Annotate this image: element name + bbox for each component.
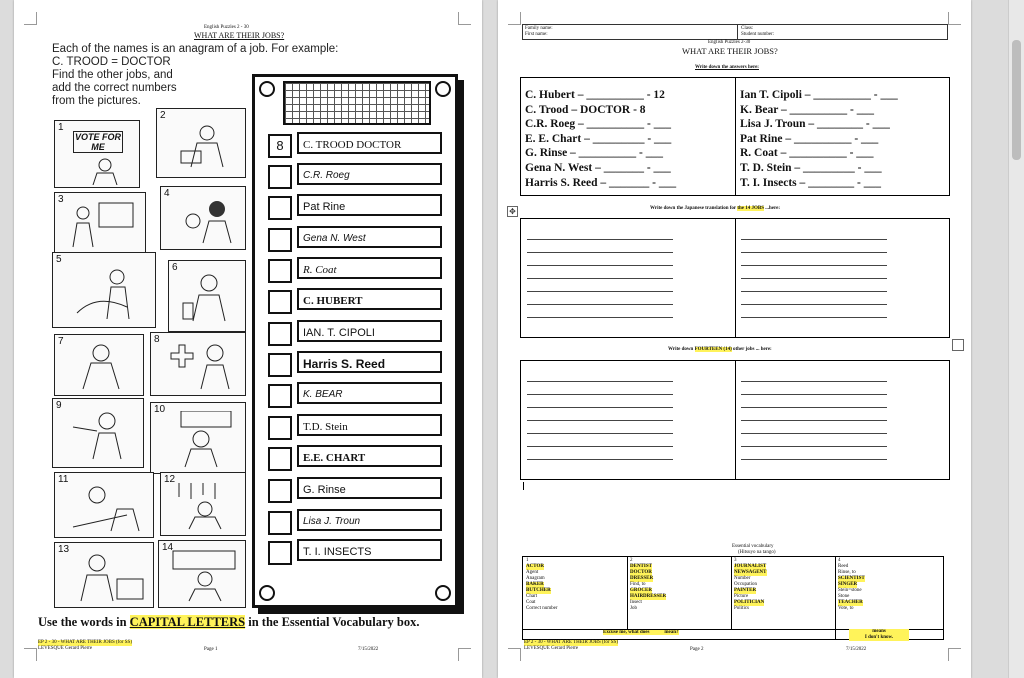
anagram-label: T. I. INSECTS: [297, 539, 442, 561]
other-jobs-instruction: Write down FOURTEEN (14) other jobs ... here:: [668, 347, 772, 352]
answer-line[interactable]: Ian T. Cipoli – __________ - ___: [740, 89, 898, 101]
vocab-word: ACTOR: [526, 564, 544, 569]
number-box[interactable]: [268, 196, 292, 220]
answer-line[interactable]: Gena N. West – _______ - ___: [525, 161, 671, 174]
vertical-scrollbar[interactable]: [1008, 0, 1024, 678]
writing-line[interactable]: [741, 317, 887, 318]
footer-page-number: Page 2: [690, 647, 704, 652]
answer-row: [268, 351, 444, 373]
vocab-column-number: 2: [630, 558, 633, 563]
answer-row: [268, 288, 444, 310]
anagram-label: Harris S. Reed: [297, 351, 442, 373]
writing-line[interactable]: [527, 381, 673, 382]
instruction-line: Each of the names is an anagram of a job. For example:: [52, 43, 339, 55]
vocab-word: BUTCHER: [526, 588, 551, 593]
writing-line[interactable]: [741, 304, 887, 305]
vocab-word: Stein=stone: [838, 588, 862, 593]
number-box[interactable]: [268, 290, 292, 314]
vocab-column: [734, 558, 767, 612]
answers-instruction: Write down the answers here:: [695, 65, 759, 70]
first-name-label: First name:: [525, 32, 548, 37]
number-box[interactable]: [268, 447, 292, 471]
page-header: English Puzzles 2 - 30: [204, 25, 249, 30]
vocab-footer-question: Excuse me, what does mean?: [603, 630, 679, 635]
text-cursor: [523, 482, 524, 490]
newsagent-figure-icon: [169, 547, 239, 603]
corner-mark: [508, 12, 521, 25]
vocab-word: DRESSER: [630, 576, 654, 581]
screw-icon: [259, 81, 275, 97]
scrollbar-thumb[interactable]: [1012, 40, 1021, 160]
painter-figure-icon: [67, 481, 147, 533]
anagram-label: R. Coat: [297, 257, 442, 279]
corner-mark: [458, 648, 471, 661]
writing-line[interactable]: [527, 304, 673, 305]
writing-line[interactable]: [741, 291, 887, 292]
vocab-word: Anagram: [526, 576, 545, 581]
writing-line[interactable]: [527, 239, 673, 240]
writing-line[interactable]: [527, 265, 673, 266]
vocab-word: Chart: [526, 594, 538, 599]
number-box[interactable]: [268, 259, 292, 283]
page-title: WHAT ARE THEIR JOBS?: [194, 31, 285, 40]
vocab-word: Reed: [838, 564, 849, 569]
answer-line[interactable]: K. Bear – __________ - ___: [740, 103, 874, 116]
number-box[interactable]: [268, 384, 292, 408]
vocab-column: [526, 558, 558, 612]
writing-line[interactable]: [741, 278, 887, 279]
instruction-line: from the pictures.: [52, 95, 141, 107]
vocab-footer-right: means I don't know.: [849, 629, 909, 641]
answer-row: [268, 226, 444, 248]
writing-line[interactable]: [741, 446, 887, 447]
answer-row: [268, 445, 444, 467]
picture-11: 11: [54, 472, 154, 538]
instruction-line: add the correct numbers: [52, 82, 177, 94]
vocab-word: Occupation: [734, 582, 758, 587]
politician-figure-icon: [85, 157, 125, 185]
actor-figure-icon: [67, 407, 135, 463]
screw-icon: [435, 81, 451, 97]
footer-page-number: Page 1: [204, 647, 218, 652]
footer-left: EP 2 - 30 - WHAT ARE THEIR JOBS (for SS) LEVESQUE Gerard Pierre: [524, 640, 618, 651]
vocab-word: Politics: [734, 606, 750, 611]
vocab-column: [630, 558, 666, 612]
grid-panel: [283, 81, 431, 125]
vocab-word: BAKER: [526, 582, 544, 587]
answer-row: [268, 194, 444, 216]
writing-line[interactable]: [527, 433, 673, 434]
vocab-word: POLITICIAN: [734, 600, 765, 605]
answers-table: [520, 77, 950, 196]
vocab-word: SCIENTIST: [838, 576, 865, 581]
screw-icon: [435, 585, 451, 601]
number-box[interactable]: [268, 322, 292, 346]
number-box[interactable]: [268, 511, 292, 535]
picture-14: 14: [158, 540, 246, 608]
worksheet-page-1: [14, 0, 482, 678]
answer-line[interactable]: C. Hubert – __________ - 12: [525, 89, 665, 101]
anagram-label: Pat Rine: [297, 194, 442, 216]
answer-line[interactable]: T. I. Insects – ________ - ___: [740, 176, 881, 189]
writing-line[interactable]: [527, 278, 673, 279]
hairdresser-figure-icon: [173, 195, 237, 245]
vocab-word: Coat: [526, 600, 536, 605]
vocab-subtitle: (Hitsuyo na tango): [738, 550, 776, 555]
anagram-label: T.D. Stein: [297, 414, 442, 436]
vocab-title: Essential vocabulary: [732, 544, 774, 549]
writing-line[interactable]: [741, 394, 887, 395]
anagram-label: K. BEAR: [297, 382, 442, 404]
anagram-label: IAN. T. CIPOLI: [297, 320, 442, 342]
writing-line[interactable]: [741, 433, 887, 434]
grocer-figure-icon: [161, 411, 237, 469]
anagram-label: Lisa J. Troun: [297, 509, 442, 531]
japanese-instruction: Write down the Japanese translation for the 14 JOBS ...here:: [650, 206, 781, 211]
number-box[interactable]: [268, 228, 292, 252]
vocab-word: Correct number: [526, 606, 558, 611]
picture-13: 13: [54, 542, 154, 608]
answer-line[interactable]: E. E. Chart – _________ - ___: [525, 132, 672, 145]
picture-9: 9: [52, 398, 144, 468]
vocab-word: Insect: [630, 600, 642, 605]
number-box[interactable]: 8: [268, 134, 292, 158]
vocab-column-number: 1: [526, 558, 529, 563]
answer-row: [268, 539, 444, 561]
picture-12: 12: [160, 472, 246, 536]
answer-row: [268, 477, 444, 499]
number-box[interactable]: [268, 165, 292, 189]
number-box[interactable]: [268, 541, 292, 565]
answer-line[interactable]: R. Coat – __________ - ___: [740, 147, 874, 160]
japanese-translation-table: [520, 218, 950, 338]
vocab-word: Number: [734, 576, 751, 581]
answer-row: [268, 320, 444, 342]
corner-mark: [458, 12, 471, 25]
class-label: Class:: [741, 26, 754, 31]
number-box[interactable]: [268, 353, 292, 377]
highlighted-text: CAPITAL LETTERS: [129, 615, 246, 629]
answers-right-column: [740, 88, 898, 190]
corner-mark: [24, 12, 37, 25]
page-header: English Puzzles 2-30: [708, 40, 751, 45]
number-box[interactable]: [268, 479, 292, 503]
anagram-label: G. Rinse: [297, 477, 442, 499]
writing-line[interactable]: [741, 265, 887, 266]
vocab-word: Stone: [838, 594, 850, 599]
answer-line[interactable]: Harris S. Reed – _______ - ___: [525, 176, 677, 189]
answer-line[interactable]: C.R. Roeg – __________ - ___: [525, 118, 671, 131]
vocab-word: SINGER: [838, 582, 858, 587]
butcher-figure-icon: [171, 479, 237, 531]
answer-line[interactable]: T. D. Stein – _________ - ___: [740, 161, 882, 174]
answer-row: [268, 382, 444, 404]
vocab-word: PAINTER: [734, 588, 757, 593]
footer-left: EP 2 - 30 - WHAT ARE THEIR JOBS (for SS) LEVESQUE Gerard Pierre: [38, 640, 132, 651]
scientist-figure-icon: [179, 269, 239, 325]
writing-line[interactable]: [527, 291, 673, 292]
anagram-label: E.E. CHART: [297, 445, 442, 467]
answer-line[interactable]: C. Trood – DOCTOR - 8: [525, 103, 646, 116]
resize-handle[interactable]: [952, 339, 964, 351]
vocab-word: HAIRDRESSER: [630, 594, 667, 599]
vocab-word: Rinse, to: [838, 570, 856, 575]
worksheet-page-2: [498, 0, 971, 678]
student-info-box: [522, 24, 948, 40]
vocab-word: NEWSAGENT: [734, 570, 767, 575]
teacher-figure-icon: [67, 199, 137, 249]
footer-date: 7/15/2022: [358, 647, 379, 652]
singer-figure-icon: [71, 341, 135, 391]
vocab-word: Vote, to: [838, 606, 854, 611]
table-move-handle-icon[interactable]: ✥: [507, 206, 518, 217]
picture-6: 6: [168, 260, 246, 332]
writing-line[interactable]: [741, 381, 887, 382]
anagram-label: C. HUBERT: [297, 288, 442, 310]
capital-letters-instruction: Use the words in CAPITAL LETTERS in the Essential Vocabulary box.: [38, 615, 420, 629]
vocab-column-number: 4: [838, 558, 841, 563]
page-title: WHAT ARE THEIR JOBS?: [682, 46, 778, 56]
answer-line[interactable]: G. Rinse – __________ - ___: [525, 147, 663, 160]
corner-mark: [508, 648, 521, 661]
student-number-label: Student number:: [741, 32, 775, 37]
writing-line[interactable]: [527, 252, 673, 253]
writing-line[interactable]: [741, 459, 887, 460]
answer-line[interactable]: Lisa J. Troun – ________ - ___: [740, 118, 890, 131]
anagram-label: C. TROOD DOCTOR: [297, 132, 442, 154]
picture-3: 3: [54, 192, 146, 254]
picture-8: 8: [150, 332, 246, 396]
answer-row: [268, 509, 444, 531]
vocab-word: Find, to: [630, 582, 646, 587]
vocab-word: Job: [630, 606, 637, 611]
corner-mark: [948, 648, 961, 661]
family-name-label: Family name:: [525, 26, 553, 31]
vocab-column: [838, 558, 865, 612]
picture-1: 1 VOTE FOR ME: [54, 120, 140, 188]
writing-line[interactable]: [527, 317, 673, 318]
answer-line[interactable]: Pat Rine – __________ - ___: [740, 132, 879, 145]
other-jobs-table: [520, 360, 950, 480]
baker-figure-icon: [67, 549, 147, 603]
vocab-column-number: 3: [734, 558, 737, 563]
dentist-figure-icon: [67, 263, 147, 323]
vocab-word: TEACHER: [838, 600, 863, 605]
writing-line[interactable]: [741, 407, 887, 408]
vocab-word: Picture: [734, 594, 749, 599]
vocab-word: DENTIST: [630, 564, 652, 569]
vocab-word: JOURNALIST: [734, 564, 767, 569]
instruction-line: Find the other jobs, and: [52, 69, 173, 81]
writing-line[interactable]: [527, 420, 673, 421]
writing-line[interactable]: [741, 420, 887, 421]
answer-row: [268, 414, 444, 436]
answer-row: [268, 163, 444, 185]
writing-line[interactable]: [527, 407, 673, 408]
answer-row: [268, 257, 444, 279]
instruction-line: C. TROOD = DOCTOR: [52, 56, 171, 68]
vocab-word: DOCTOR: [630, 570, 652, 575]
journalist-figure-icon: [177, 121, 237, 171]
doctor-figure-icon: [161, 339, 237, 391]
corner-mark: [24, 648, 37, 661]
picture-2: 2: [156, 108, 246, 178]
picture-5: 5: [52, 252, 156, 328]
writing-line[interactable]: [527, 446, 673, 447]
vocab-word: Agent: [526, 570, 539, 575]
footer-date: 7/15/2022: [846, 647, 867, 652]
picture-4: 4: [160, 186, 246, 250]
number-box[interactable]: [268, 416, 292, 440]
vocab-word: GROCER: [630, 588, 652, 593]
corner-mark: [948, 12, 961, 25]
answer-row: [268, 132, 444, 154]
writing-line[interactable]: [741, 239, 887, 240]
writing-line[interactable]: [527, 459, 673, 460]
vote-sign: VOTE FOR ME: [74, 132, 121, 152]
answers-left-column: [525, 88, 676, 190]
writing-line[interactable]: [741, 252, 887, 253]
screw-icon: [259, 585, 275, 601]
anagram-label: Gena N. West: [297, 226, 442, 248]
anagram-label: C.R. Roeg: [297, 163, 442, 185]
picture-10: 10: [150, 402, 246, 474]
vocab-table: [522, 556, 944, 640]
picture-7: 7: [54, 334, 144, 396]
writing-line[interactable]: [527, 394, 673, 395]
